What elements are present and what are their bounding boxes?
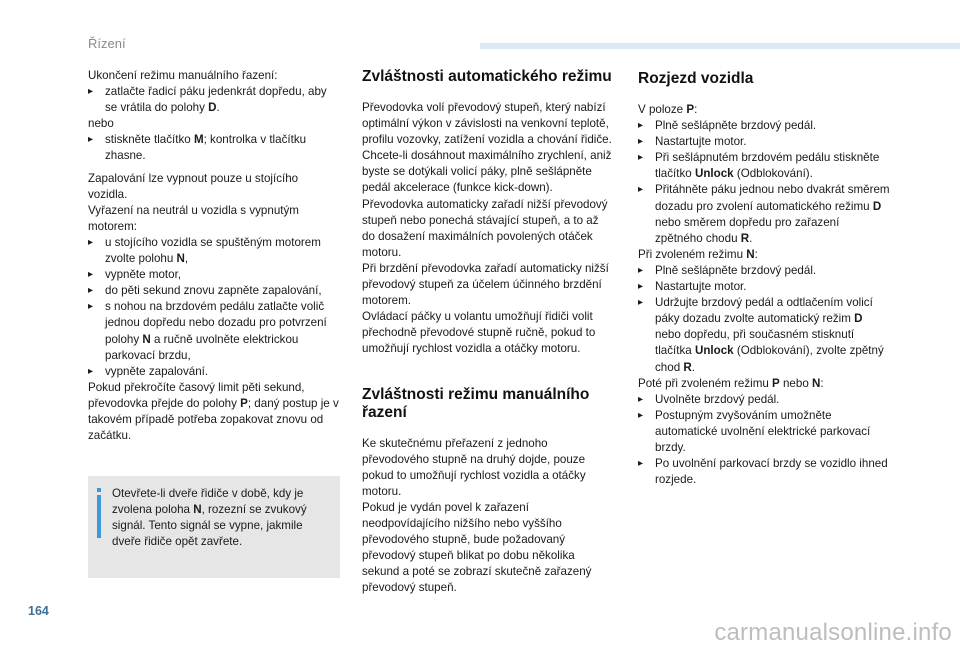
paragraph-text: Ukončení režimu manuálního řazení: <box>88 69 278 82</box>
paragraph-text: Zapalování lze vypnout pouze u stojícího vozidla. <box>88 171 299 201</box>
bullet-icon: ▸ <box>88 285 94 297</box>
list-item: ▸ Postupným zvyšováním umožněte automatické uvolnění elektrické parkovací brzdy. <box>638 408 871 454</box>
paragraph-text: Ke skutečnému přeřazení z jednoho převodového stupně na druhý dojde, pouze pokud to umožňují rychlost vozidla a otáčky motoru. <box>362 436 586 498</box>
list-item: ▸ s nohou na brzdovém pedálu zatlačte volič jednou dopředu nebo dozadu pro potvrzení polohy N a ručně uvolněte elektrickou parkovací brzdu, <box>88 300 327 362</box>
section-title: Řízení <box>88 36 126 51</box>
bullet-icon: ▸ <box>638 281 644 293</box>
bullet-icon: ▸ <box>638 393 644 405</box>
list-item: ▸ vypněte zapalování. <box>88 364 340 380</box>
neutral-shift-paragraph <box>88 171 340 445</box>
column-middle <box>362 68 614 596</box>
watermark: carmanualsonline.info <box>714 619 952 646</box>
manual-mode-section <box>362 436 614 597</box>
list-item: ▸ Nastartujte motor. <box>638 134 890 150</box>
note-text: Otevřete-li dveře řidiče v době, kdy je zvolena poloha N, rozezní se zvukový signál. Tento signál se vypne, jakmile dveře řidiče opět zavřete. <box>112 487 307 549</box>
bullet-icon: ▸ <box>88 301 94 313</box>
list-item: ▸ Nastartujte motor. <box>638 279 890 295</box>
bullet-icon: ▸ <box>88 269 94 281</box>
header-accent-bar <box>480 43 960 49</box>
section-heading: Zvláštnosti režimu manuálního řazení <box>362 385 590 421</box>
paragraph-text: Pokud překročíte časový limit pěti sekund, převodovka přejde do polohy P; daný postup je v takovém případě potřeba zopakovat znovu od začátku. <box>88 380 339 443</box>
bullet-icon: ▸ <box>88 86 94 98</box>
list-item: ▸ Při sešlápnutém brzdovém pedálu stiskněte tlačítko Unlock (Odblokování). <box>638 151 880 181</box>
bullet-icon: ▸ <box>88 236 94 248</box>
section-heading: Rozjezd vozidla <box>638 70 754 87</box>
paragraph-text: V poloze P: <box>638 103 698 116</box>
bullet-icon: ▸ <box>638 297 644 309</box>
list-item: ▸ Přitáhněte páku jednou nebo dvakrát směrem dozadu pro zvolení automatického režimu D nebo směrem dopředu pro zařazení zpětného chodu R. <box>638 183 890 245</box>
paragraph-text: Ovládací páčky u volantu umožňují řidiči volit přechodně převodové stupně ručně, pokud to umožňují rychlost vozidla a otáčky motoru. <box>362 310 596 356</box>
automatic-mode-section <box>362 100 614 358</box>
bullet-icon: ▸ <box>88 134 94 146</box>
vehicle-start-section <box>638 102 890 488</box>
bullet-icon: ▸ <box>88 365 94 377</box>
list-item: ▸ Po uvolnění parkovací brzdy se vozidlo ihned rozjede. <box>638 457 888 487</box>
paragraph-text: Při brzdění převodovka zařadí automaticky nižší převodový stupeň za účelem účinného brzdění motorem. <box>362 261 609 308</box>
bullet-icon: ▸ <box>638 458 644 470</box>
column-right <box>638 68 890 488</box>
list-item: ▸ u stojícího vozidla se spuštěným motorem zvolte polohu N, <box>88 235 321 266</box>
bullet-icon: ▸ <box>638 120 644 132</box>
bullet-icon: ▸ <box>638 264 644 276</box>
info-icon <box>96 488 102 540</box>
page-number: 164 <box>28 604 49 618</box>
paragraph-text: Chcete-li dosáhnout maximálního zrychlení, aniž byste se dotýkali volicí páky, plně sešlápněte pedál akcelerace (funkce kick-down). Převodovka automaticky zařadí nižší převodový stupeň nebo ponechá stávající stupeň, a to až do dosažení maximálních povolených otáček motoru. <box>362 149 612 259</box>
list-item: ▸ Uvolněte brzdový pedál. <box>638 392 890 408</box>
paragraph-text: Při zvoleném režimu N: <box>638 247 758 261</box>
list-item: ▸ vypněte motor, <box>88 267 340 283</box>
note-box <box>88 476 340 578</box>
paragraph-text: Pokud je vydán povel k zařazení neodpovídajícího nižšího nebo vyššího převodového stupně, bude požadovaný převodový stupeň blikat po dobu několika sekund a poté se zobrazí skutečně zařazený převodový stupeň. <box>362 500 592 595</box>
paragraph-text: Poté při zvoleném režimu P nebo N: <box>638 376 824 390</box>
list-item: ▸ do pěti sekund znovu zapněte zapalování, <box>88 283 340 299</box>
column-left <box>88 68 340 444</box>
bullet-icon: ▸ <box>638 184 644 196</box>
bullet-icon: ▸ <box>638 136 644 148</box>
section-heading: Zvláštnosti automatického režimu <box>362 68 612 85</box>
paragraph-text: Převodovka volí převodový stupeň, který nabízí optimální výkon v závislosti na venkovní teplotě, profilu vozovky, zatížení vozidla a chování řidiče. <box>362 101 612 147</box>
list-item: ▸ Plně sešlápněte brzdový pedál. <box>638 118 890 134</box>
paragraph-text: Vyřazení na neutrál u vozidla s vypnutým motorem: <box>88 203 299 233</box>
list-item: ▸ Udržujte brzdový pedál a odtlačením volicí páky dozadu zvolte automatický režim D nebo dopředu, při současném stisknutí tlačítka Unlock (Odblokování), zvolte zpětný chod R. <box>638 296 884 374</box>
list-item: ▸ stiskněte tlačítko M; kontrolka v tlačítku zhasne. <box>88 133 307 163</box>
list-item: ▸ Plně sešlápněte brzdový pedál. <box>638 263 890 279</box>
manual-mode-exit-paragraph <box>88 68 340 165</box>
list-item: ▸ zatlačte řadicí páku jedenkrát dopředu, aby se vrátila do polohy D. <box>88 85 327 115</box>
bullet-icon: ▸ <box>638 409 644 421</box>
bullet-icon: ▸ <box>638 152 644 164</box>
paragraph-text: nebo <box>88 117 114 131</box>
